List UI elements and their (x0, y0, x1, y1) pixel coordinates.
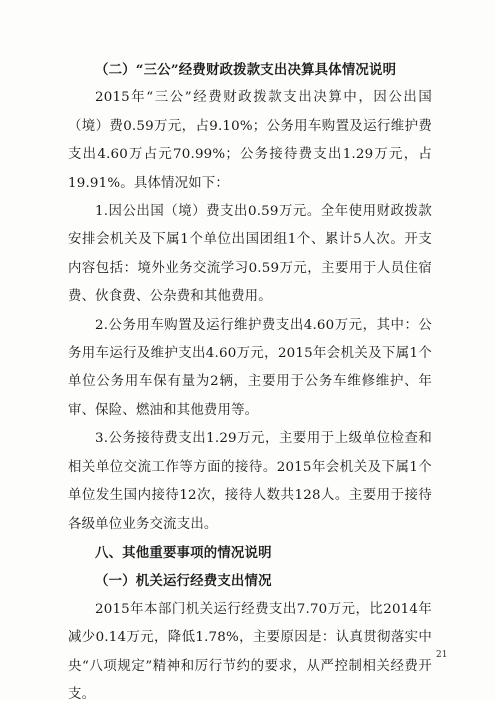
paragraph-summary: 2015年“三公”经费财政拨款支出决算中，因公出国（境）费0.59万元，占9.10%；公务用车购置及运行维护费支出4.60万占元70.99%；公务接待费支出1.29万元，占19.91%。具体情况如下： (68, 90, 432, 191)
document-body (68, 56, 432, 709)
paragraph-vehicle-expenses: 2.公务用车购置及运行维护费支出4.60万元，其中：公务用车运行及维护支出4.60万元，2015年会机关及下属1个单位公务用车保有量为2辆，主要用于公务车维修维护、年审、保险、燃油和其他费用等。 (68, 317, 432, 418)
subsection-heading-operating-expenses: （一）机关运行经费支出情况 (95, 573, 272, 590)
paragraph-reception-expenses: 3.公务接待费支出1.29万元，主要用于上级单位检查和相关单位交流工作等方面的接待。2015年会机关及下属1个单位发生国内接待12次，接待人数共128人。主要用于接待各级单位业务交流支出。 (68, 431, 432, 532)
section-heading-three-public-expenses: （二）“三公”经费财政拨款支出决算具体情况说明 (95, 62, 397, 78)
paragraph-operating-expenses: 2015年本部门机关运行经费支出7.70万元，比2014年减少0.14万元，降低1.78%，主要原因是：认真贯彻落实中央“八项规定”精神和厉行节约的要求，从严控制相关经费开支。 (68, 601, 432, 702)
page-number: 21 (436, 650, 448, 660)
paragraph-overseas-travel: 1.因公出国（境）费支出0.59万元。全年使用财政拨款安排会机关及下属1个单位出国团组1个、累计5人次。开支内容包括：境外业务交流学习0.59万元，主要用于人员住宿费、伙食费、公杂费和其他费用。 (68, 204, 432, 305)
section-heading-other-matters: 八、其他重要事项的情况说明 (95, 544, 272, 561)
